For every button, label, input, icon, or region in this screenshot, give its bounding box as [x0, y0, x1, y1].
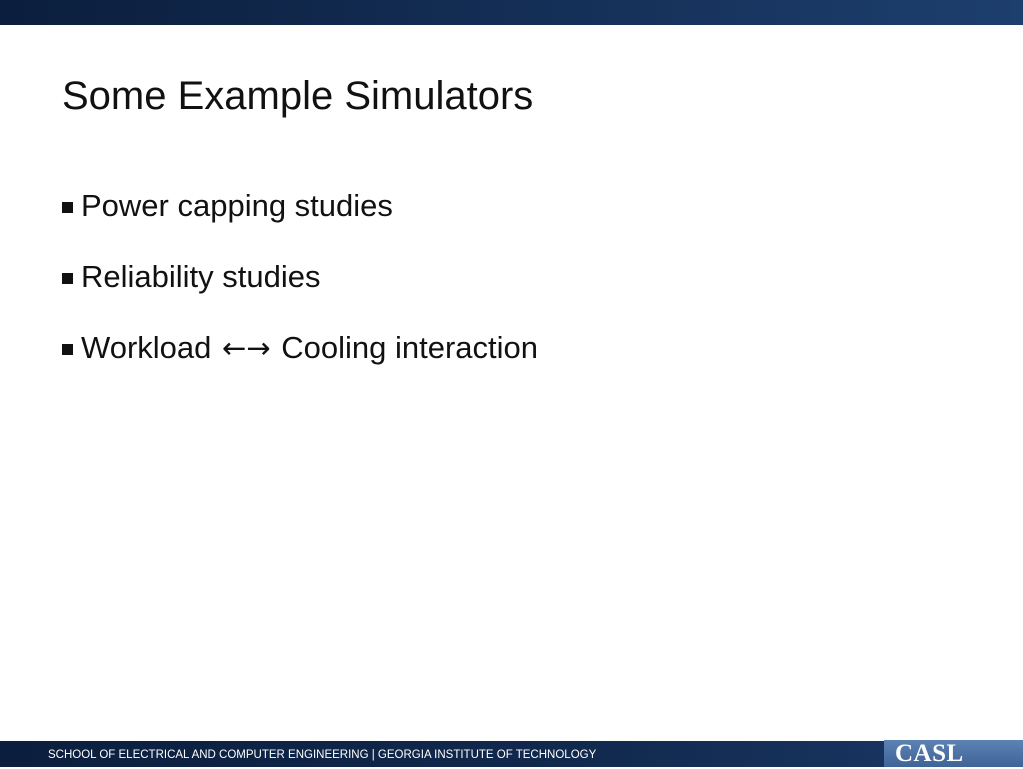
- bidirectional-arrow-icon: ←→: [222, 331, 271, 365]
- footer-institution-text: SCHOOL OF ELECTRICAL AND COMPUTER ENGINEERING | GEORGIA INSTITUTE OF TECHNOLOGY: [48, 749, 597, 761]
- square-bullet-icon: [62, 202, 73, 213]
- bullet-text: [81, 330, 538, 366]
- bullet-text-workload: Workload: [81, 330, 220, 365]
- square-bullet-icon: [62, 273, 73, 284]
- bullet-text-cooling: Cooling interaction: [272, 330, 538, 365]
- header-bar: [0, 0, 1023, 25]
- bullet-item-power-capping: [62, 185, 538, 227]
- bullet-item-workload-cooling: [62, 327, 538, 369]
- slide-title: Some Example Simulators: [62, 74, 534, 118]
- logo-text: CASL: [895, 740, 964, 767]
- footer-bar: [0, 741, 1023, 767]
- casl-logo: [884, 740, 1023, 767]
- bullet-item-reliability: [62, 256, 538, 298]
- bullet-list: [62, 185, 538, 398]
- square-bullet-icon: [62, 344, 73, 355]
- bullet-text: Power capping studies: [81, 188, 393, 223]
- bullet-text: Reliability studies: [81, 259, 321, 294]
